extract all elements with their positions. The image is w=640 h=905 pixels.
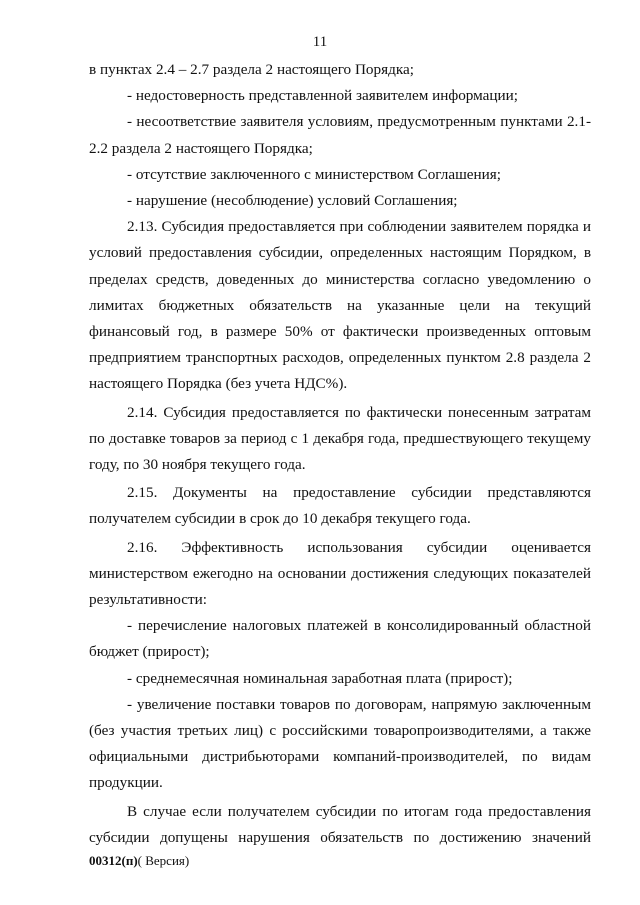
list-item: - среднемесячная номинальная заработная плата (прирост); <box>127 669 513 687</box>
document-body <box>89 57 591 851</box>
list-item: - отсутствие заключенного с министерством Соглашения; <box>127 165 501 183</box>
paragraph-2-13: 2.13. Субсидия предоставляется при соблюдении заявителем порядка и условий предоставления субсидии, определенных настоящим Порядком, в пределах средств, доведенных до министерства согласно уведомлению о лимитах бюджетных обязательств на указанные цели на текущий финансовый год, в размере 50% от фактически произведенных оптовым предприятием транспортных расходов, определенных пунктом 2.8 раздела 2 настоящего Порядка (без учета НДС%). <box>89 218 591 393</box>
document-footer <box>89 853 189 869</box>
paragraph-violation: В случае если получателем субсидии по итогам года предоставления субсидии допущены нарушения обязательств по достижению значений <box>89 802 591 846</box>
list-item: - несоответствие заявителя условиям, предусмотренным пунктами 2.1-2.2 раздела 2 настоящего Порядка; <box>89 113 591 157</box>
paragraph-2-16: 2.16. Эффективность использования субсидии оценивается министерством ежегодно на основании достижения следующих показателей результативности: <box>89 538 591 609</box>
document-version: ( Версия) <box>137 853 190 868</box>
paragraph-2-14: 2.14. Субсидия предоставляется по фактически понесенным затратам по доставке товаров за период с 1 декабря года, предшествующего текущему году, по 30 ноября текущего года. <box>89 403 591 474</box>
list-item: - нарушение (несоблюдение) условий Соглашения; <box>127 192 458 210</box>
page-number: 11 <box>312 34 328 50</box>
list-item: - недостоверность представленной заявителем информации; <box>127 87 519 105</box>
list-item: - увеличение поставки товаров по договорам, напрямую заключенным (без участия третьих лиц) с российскими товаропроизводителями, а также официальными дистрибьюторами компаний-производителей, по видам продукции. <box>89 695 591 792</box>
paragraph-2-15: 2.15. Документы на предоставление субсидии представляются получателем субсидии в срок до 10 декабря текущего года. <box>89 484 591 528</box>
document-code: 00312(п) <box>89 853 138 868</box>
paragraph-continuation: в пунктах 2.4 – 2.7 раздела 2 настоящего Порядка; <box>89 61 414 78</box>
list-item: - перечисление налоговых платежей в консолидированный областной бюджет (прирост); <box>89 617 591 661</box>
